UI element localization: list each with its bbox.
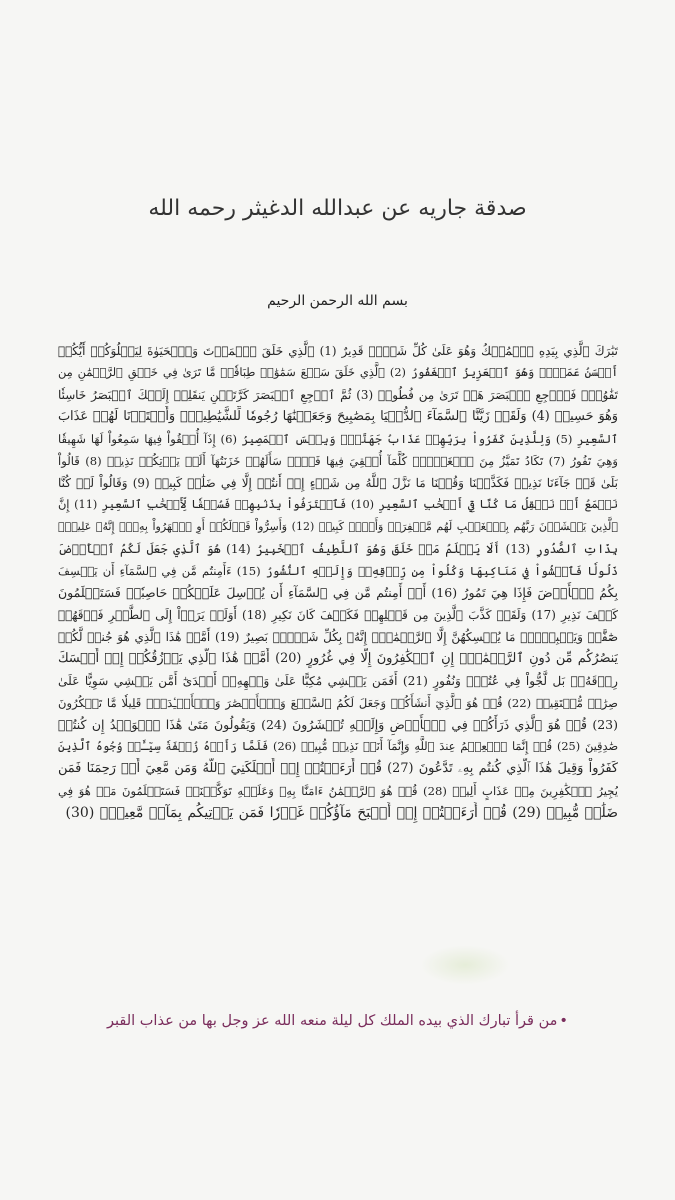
surah-line: رِزۡقَهُۥۚ بَل لَّجُّواْ فِي عُتُوّٖ وَنُفُورٍ (21) أَفَمَن يَمۡشِي مُكِبًّا عَلَىٰ وَجۡهِهِۦٓ أَهۡدَىٰٓ أَمَّن يَمۡشِي سَوِيًّا عَلَىٰ	[58, 674, 618, 688]
surah-line: ٱلسَّعِيرِ (5) وَلِلَّذِينَ كَفَرُواْ بِرَبِّهِمۡ عَذَابُ جَهَنَّمَۖ وَبِئۡسَ ٱلۡمَصِيرُ (6) إِذَآ أُلۡقُواْ فِيهَا سَمِعُواْ لَهَا شَهِيقٗا	[58, 432, 618, 446]
surah-line: صِرَٰطٖ مُّسۡتَقِيمٖ (22) قُلۡ هُوَ ٱلَّذِيٓ أَنشَأَكُمۡ وَجَعَلَ لَكُمُ ٱلسَّمۡعَ وَٱلۡأَبۡصَٰرَ وَٱلۡأَفۡـِٔدَةَۚ قَلِيلٗا مَّا تَشۡكُرُونَ	[58, 696, 618, 710]
surah-line: بِكُمُ ٱلۡأَرۡضَ فَإِذَا هِيَ تَمُورُ (16) أَمۡ أَمِنتُم مَّن فِي ٱلسَّمَآءِ أَن يُرۡسِلَ عَلَيۡكُمۡ حَاصِبٗاۖ فَسَتَعۡلَمُونَ	[58, 585, 618, 600]
surah-line: (23) قُلۡ هُوَ ٱلَّذِي ذَرَأَكُمۡ فِي ٱلۡأَرۡضِ وَإِلَيۡهِ تُحۡشَرُونَ (24) وَيَقُولُونَ مَتَىٰ هَٰذَا ٱلۡوَعۡدُ إِن كُنتُمۡ	[58, 717, 618, 732]
surah-line: ضَلَٰلٖ مُّبِينٖ (29) قُلۡ أَرَءَيۡتُمۡ إِنۡ أَصۡبَحَ مَآؤُكُمۡ غَوۡرٗا فَمَن يَأۡتِيكُم بِمَآءٖ مَّعِينِۭ (30)	[65, 805, 618, 821]
surah-line: بِذَاتِ ٱلصُّدُورِ (13) أَلَا يَعۡلَمُ مَنۡ خَلَقَ وَهُوَ ٱللَّطِيفُ ٱلۡخَبِيرُ (14) هُوَ ٱلَّذِي جَعَلَ لَكُمُ ٱلۡأَرۡضَ	[58, 542, 618, 556]
footer-note	[40, 1013, 635, 1029]
surah-line: صَٰٓفَّٰتٖ وَيَقۡبِضۡنَۚ مَا يُمۡسِكُهُنَّ إِلَّا ٱلرَّحۡمَٰنُۚ إِنَّهُۥ بِكُلِّ شَيۡءِۢ بَصِيرٌ (19) أَمَّنۡ هَٰذَا ٱلَّذِي هُوَ جُندٞ لَّكُمۡ	[58, 630, 618, 644]
faint-mark	[420, 945, 510, 985]
surah-line: ٱلَّذِينَ يَخۡشَوۡنَ رَبَّهُم بِٱلۡغَيۡبِ لَهُم مَّغۡفِرَةٞ وَأَجۡرٞ كَبِيرٞ (12) وَأَسِرُّواْ قَوۡلَكُمۡ أَوِ ٱجۡهَرُواْ بِهِۦٓۖ إِنَّهُۥ عَلِيمُۢ	[58, 520, 618, 533]
surah-line: وَهِيَ تَفُورُ (7) تَكَادُ تَمَيَّزُ مِنَ ٱلۡغَيۡظِۖ كُلَّمَآ أُلۡقِيَ فِيهَا فَوۡجٞ سَأَلَهُمۡ خَزَنَتُهَآ أَلَمۡ يَأۡتِكُمۡ نَذِيرٞ (8) قَالُواْ	[58, 454, 618, 468]
surah-line: أَحۡسَنُ عَمَلٗاۚ وَهُوَ ٱلۡعَزِيزُ ٱلۡغَفُورُ (2) ٱلَّذِي خَلَقَ سَبۡعَ سَمَٰوَٰتٖ طِبَاقٗاۖ مَّا تَرَىٰ فِي خَلۡقِ ٱلرَّحۡمَٰنِ مِن	[58, 366, 618, 379]
surah-line: نَسۡمَعُ أَوۡ نَعۡقِلُ مَا كُنَّا فِيٓ أَصۡحَٰبِ ٱلسَّعِيرِ (10) فَٱعۡتَرَفُواْ بِذَنۢبِهِمۡ فَسُحۡقٗا لِّأَصۡحَٰبِ ٱلسَّعِيرِ (11) إِنَّ	[58, 498, 618, 511]
surah-text	[58, 340, 618, 824]
page-title: صدقة جاريه عن عبدالله الدغيثر رحمه الله	[148, 196, 527, 221]
surah-line: تَبَٰرَكَ ٱلَّذِي بِيَدِهِ ٱلۡمُلۡكُ وَهُوَ عَلَىٰ كُلِّ شَيۡءٖ قَدِيرٌ (1) ٱلَّذِي خَلَقَ ٱلۡمَوۡتَ وَٱلۡحَيَوٰةَ لِيَبۡلُوَكُمۡ أَيُّكُمۡ	[58, 344, 618, 358]
surah-line: بَلَىٰ قَدۡ جَآءَنَا نَذِيرٞ فَكَذَّبۡنَا وَقُلۡنَا مَا نَزَّلَ ٱللَّهُ مِن شَيۡءٍ إِنۡ أَنتُمۡ إِلَّا فِي ضَلَٰلٖ كَبِيرٖ (9) وَقَالُواْ لَوۡ كُنَّا	[58, 476, 618, 490]
surah-line: يَنصُرُكُم مِّن دُونِ ٱلرَّحۡمَٰنِۚ إِنِ ٱلۡكَٰفِرُونَ إِلَّا فِي غُرُورٍ (20) أَمَّنۡ هَٰذَا ٱلَّذِي يَرۡزُقُكُمۡ إِنۡ أَمۡسَكَ	[58, 651, 618, 666]
surah-line: كَيۡفَ نَذِيرِ (17) وَلَقَدۡ كَذَّبَ ٱلَّذِينَ مِن قَبۡلِهِمۡ فَكَيۡفَ كَانَ نَكِيرِ (18) أَوَلَمۡ يَرَوۡاْ إِلَى ٱلطَّيۡرِ فَوۡقَهُمۡ	[58, 608, 618, 622]
surah-line: يُجِيرُ ٱلۡكَٰفِرِينَ مِنۡ عَذَابٍ أَلِيمٖ (28) قُلۡ هُوَ ٱلرَّحۡمَٰنُ ءَامَنَّا بِهِۦ وَعَلَيۡهِ تَوَكَّلۡنَاۖ فَسَتَعۡلَمُونَ مَنۡ هُوَ فِي	[58, 784, 618, 798]
surah-line: كَفَرُواْ وَقِيلَ هَٰذَا ٱلَّذِي كُنتُم بِهِۦ تَدَّعُونَ (27) قُلۡ أَرَءَيۡتُمۡ إِنۡ أَهۡلَكَنِيَ ٱللَّهُ وَمَن مَّعِيَ أَوۡ رَحِمَنَا فَمَن	[58, 761, 618, 776]
surah-line: ذَلُولٗا فَٱمۡشُواْ فِي مَنَاكِبِهَا وَكُلُواْ مِن رِّزۡقِهِۦۖ وَإِلَيۡهِ ٱلنُّشُورُ (15) ءَأَمِنتُم مَّن فِي ٱلسَّمَآءِ أَن يَخۡسِفَ	[58, 564, 618, 578]
basmala-heading: بسم الله الرحمن الرحيم	[267, 293, 408, 309]
bullet-icon: •	[559, 1013, 568, 1029]
surah-line: تَفَٰوُتٖۖ فَٱرۡجِعِ ٱلۡبَصَرَ هَلۡ تَرَىٰ مِن فُطُورٖ (3) ثُمَّ ٱرۡجِعِ ٱلۡبَصَرَ كَرَّتَيۡنِ يَنقَلِبۡ إِلَيۡكَ ٱلۡبَصَرُ خَاسِئٗا	[58, 388, 618, 402]
surah-line: وَهُوَ حَسِيرٞ (4) وَلَقَدۡ زَيَّنَّا ٱلسَّمَآءَ ٱلدُّنۡيَا بِمَصَٰبِيحَ وَجَعَلۡنَٰهَا رُجُومٗا لِّلشَّيَٰطِينِۖ وَأَعۡتَدۡنَا لَهُمۡ عَذَابَ	[58, 409, 618, 424]
footer-text: من قرأ تبارك الذي بيده الملك كل ليلة منعه الله عز وجل بها من عذاب القبر	[107, 1013, 558, 1029]
surah-line: صَٰدِقِينَ (25) قُلۡ إِنَّمَا ٱلۡعِلۡمُ عِندَ ٱللَّهِ وَإِنَّمَآ أَنَا۠ نَذِيرٞ مُّبِينٞ (26) فَلَمَّا رَأَوۡهُ زُلۡفَةٗ سِيٓـَٔتۡ وُجُوهُ ٱلَّذِينَ	[58, 740, 618, 753]
